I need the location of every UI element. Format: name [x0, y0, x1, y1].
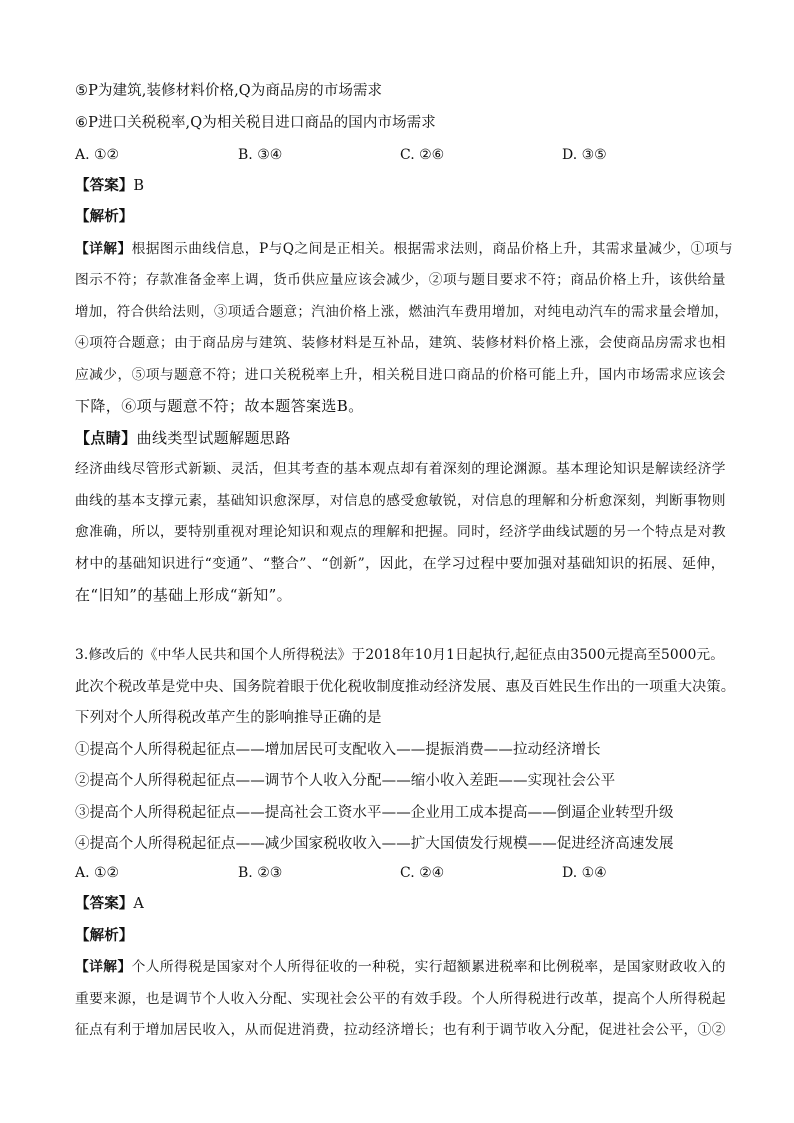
detail-tag: 【详解】 [75, 959, 132, 975]
note-title: 曲线类型试题解题思路 [136, 429, 291, 447]
q3-analysis-heading [75, 926, 735, 946]
q2-detail-line: 图示不符；存款准备金率上调，货币供应量应该会减少，②项与题目要求不符；商品价格上升，该供给量 [75, 272, 726, 288]
detail-text: 根据图示曲线信息，P与Q之间是正相关。根据需求法则，商品价格上升，其需求量减少，①项与 [131, 241, 734, 257]
detail-tag: 【详解】 [75, 241, 132, 257]
q2-detail-line [75, 239, 735, 259]
q2-item-6: ⑥P进口关税税率,Q为相关税目进口商品的国内市场需求 [75, 115, 436, 131]
q3-item: ②提高个人所得税起征点——调节个人收入分配——缩小收入差距——实现社会公平 [75, 773, 616, 789]
q2-answer [75, 176, 735, 196]
q2-option-c: C. ②⑥ [400, 147, 445, 163]
analysis-tag: 【解析】 [75, 927, 134, 944]
q3-item: ③提高个人所得税起征点——提高社会工资水平——企业用工成本提高——倒逼企业转型升级 [75, 805, 674, 821]
q2-option-d: D. ③⑤ [562, 147, 607, 163]
q3-answer [75, 894, 735, 914]
q2-note-line: 曲线的基本支撑元素，基础知识愈深厚，对信息的感受愈敏锐，对信息的理解和分析愈深刻，判断事物则 [75, 493, 726, 509]
answer-tag: 【答案】 [75, 177, 134, 194]
q3-option-c: C. ②④ [400, 865, 445, 881]
answer-value: B [133, 178, 145, 194]
q3-item: ④提高个人所得税起征点——减少国家税收收入——扩大国债发行规模——促进经济高速发展 [75, 836, 674, 852]
q3-stem-line: 此次个税改革是党中央、国务院着眼于优化税收制度推动经济发展、惠及百姓民生作出的一项重大决策。 [75, 679, 736, 695]
q3-detail-line [75, 957, 735, 977]
q2-note-line: 经济曲线尽管形式新颖、灵活，但其考查的基本观点却有着深刻的理论渊源。基本理论知识是解读经济学 [75, 461, 726, 477]
q2-option-a: A. ①② [75, 147, 120, 163]
q3-detail-line: 征点有利于增加居民收入，从而促进消费，拉动经济增长；也有利于调节收入分配，促进社会公平，①② [75, 1022, 726, 1038]
q3-stem-line: 下列对个人所得税改革产生的影响推导正确的是 [75, 710, 382, 726]
q2-detail-line: ④项符合题意；由于商品房与建筑、装修材料是互补品，建筑、装修材料价格上涨，会使商品房需求也相 [75, 335, 726, 351]
q3-option-b: B. ②③ [238, 865, 283, 881]
q2-note-line: 在“旧知”的基础上形成“新知”。 [75, 586, 293, 604]
q2-detail-line: 应减少，⑤项与题意不符；进口关税税率上升，相关税目进口商品的价格可能上升，国内市场需求应该会 [75, 367, 726, 383]
q2-note-heading [75, 428, 735, 448]
answer-value: A [133, 896, 144, 912]
q2-detail-line: 下降，⑥项与题意不符；故本题答案选B。 [75, 397, 364, 415]
q3-detail-line: 重要来源，也是调节个人收入分配、实现社会公平的有效手段。个人所得税进行改革，提高个人所得税起 [75, 991, 726, 1007]
q3-stem-line: 3.修改后的《中华人民共和国个人所得税法》于2018年10月1日起执行,起征点由3500元提高至5000元。 [75, 647, 725, 663]
q2-option-b: B. ③④ [238, 147, 283, 163]
detail-text: 个人所得税是国家对个人所得征收的一种税，实行超额累进税率和比例税率，是国家财政收入的 [131, 959, 726, 975]
answer-tag: 【答案】 [75, 895, 134, 912]
q3-option-a: A. ①② [75, 865, 120, 881]
analysis-tag: 【解析】 [75, 208, 134, 225]
q2-analysis-heading [75, 207, 735, 227]
q3-item: ①提高个人所得税起征点——增加居民可支配收入——提振消费——拉动经济增长 [75, 742, 601, 758]
q2-note-line: 材中的基础知识进行“变通”、“整合”、“创新”，因此，在学习过程中要加强对基础知识的拓展、延伸， [75, 556, 726, 572]
q3-option-d: D. ①④ [562, 865, 607, 881]
q2-item-5: ⑤P为建筑,装修材料价格,Q为商品房的市场需求 [75, 83, 383, 99]
note-tag: 【点睛】 [75, 429, 137, 447]
q2-detail-line: 增加，符合供给法则，③项适合题意；汽油价格上涨，燃油汽车费用增加，对纯电动汽车的需求量会增加， [75, 304, 729, 320]
q2-note-line: 愈准确，所以，要特别重视对理论知识和观点的理解和把握。同时，经济学曲线试题的另一个特点是对教 [75, 524, 726, 540]
